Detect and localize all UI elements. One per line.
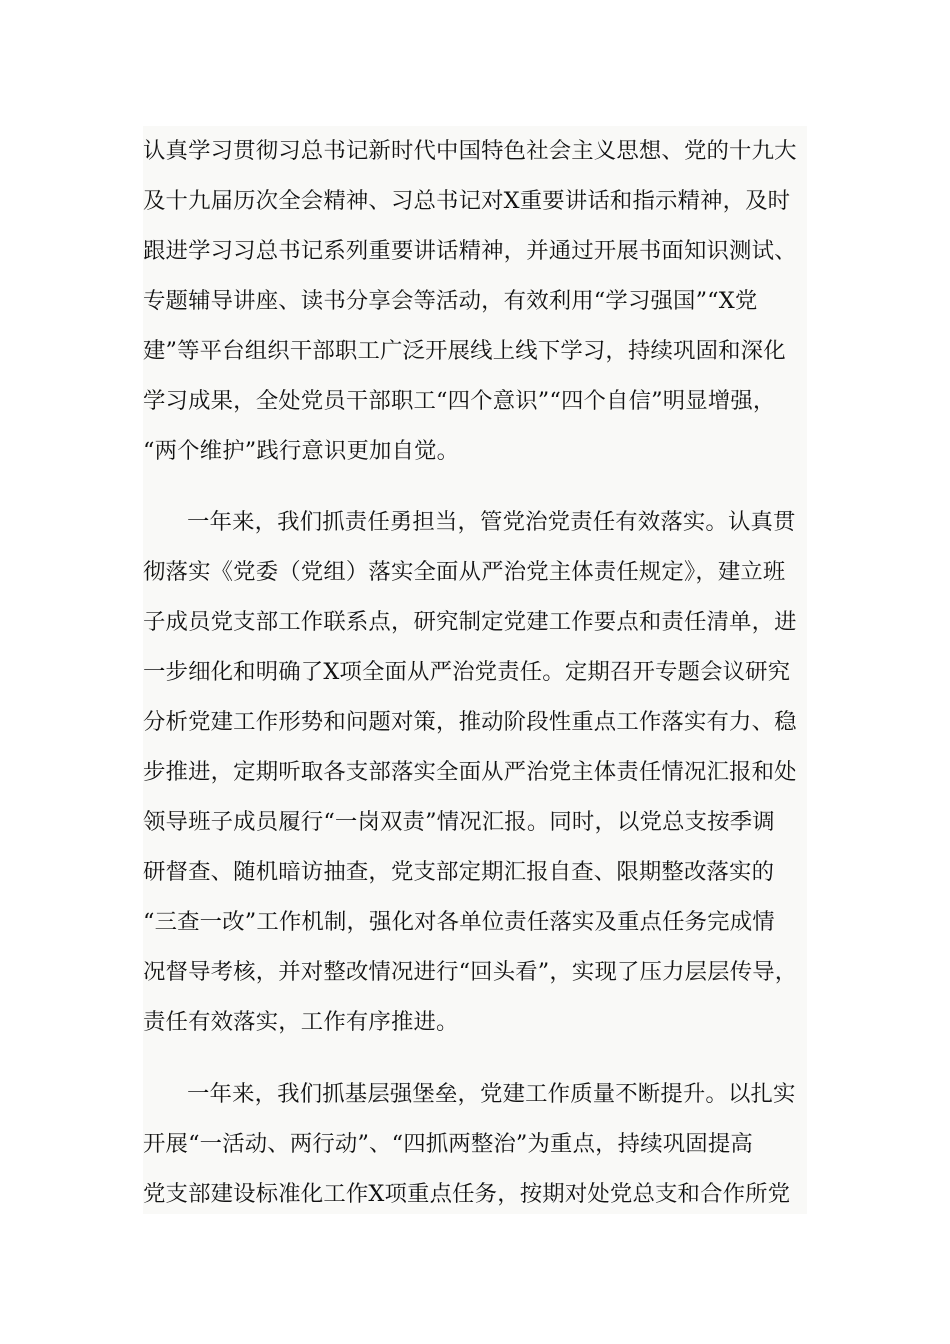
text-line: 步推进，定期听取各支部落实全面从严治党主体责任情况汇报和处 xyxy=(143,759,797,785)
text-line: “三查一改”工作机制，强化对各单位责任落实及重点任务完成情 xyxy=(143,909,775,935)
text-line: “两个维护”践行意识更加自觉。 xyxy=(143,438,460,464)
text-line: 跟进学习习总书记系列重要讲话精神，并通过开展书面知识测试、 xyxy=(143,238,797,264)
text-line: 彻落实《党委（党组）落实全面从严治党主体责任规定》，建立班 xyxy=(143,559,786,585)
text-line: 子成员党支部工作联系点，研究制定党建工作要点和责任清单，进 xyxy=(143,609,797,635)
text-line: 分析党建工作形势和问题对策，推动阶段性重点工作落实有力、稳 xyxy=(143,709,797,735)
text-line: 一年来，我们抓基层强堡垒，党建工作质量不断提升。以扎实 xyxy=(187,1081,796,1107)
text-line: 建”等平台组织干部职工广泛开展线上线下学习，持续巩固和深化 xyxy=(143,338,786,364)
text-line: 况督导考核，并对整改情况进行“回头看”，实现了压力层层传导， xyxy=(143,959,798,985)
text-line: 开展“一活动、两行动”、“四抓两整治”为重点，持续巩固提高 xyxy=(143,1131,753,1157)
text-line: 认真学习贯彻习总书记新时代中国特色社会主义思想、党的十九大 xyxy=(143,138,797,164)
text-line: 专题辅导讲座、读书分享会等活动，有效利用“学习强国”“X党 xyxy=(143,288,758,314)
text-line: 党支部建设标准化工作X项重点任务，按期对处党总支和合作所党 xyxy=(143,1181,791,1207)
text-line: 一步细化和明确了X项全面从严治党责任。定期召开专题会议研究 xyxy=(143,659,791,685)
text-line: 责任有效落实，工作有序推进。 xyxy=(143,1009,459,1035)
text-line: 研督查、随机暗访抽查，党支部定期汇报自查、限期整改落实的 xyxy=(143,859,775,885)
text-line: 及十九届历次全会精神、习总书记对X重要讲话和指示精神，及时 xyxy=(143,188,791,214)
document-body xyxy=(143,126,807,1214)
text-line: 领导班子成员履行“一岗双责”情况汇报。同时，以党总支按季调 xyxy=(143,809,775,835)
text-line: 学习成果，全处党员干部职工“四个意识”“四个自信”明显增强， xyxy=(143,388,776,414)
text-line: 一年来，我们抓责任勇担当，管党治党责任有效落实。认真贯 xyxy=(187,509,796,535)
